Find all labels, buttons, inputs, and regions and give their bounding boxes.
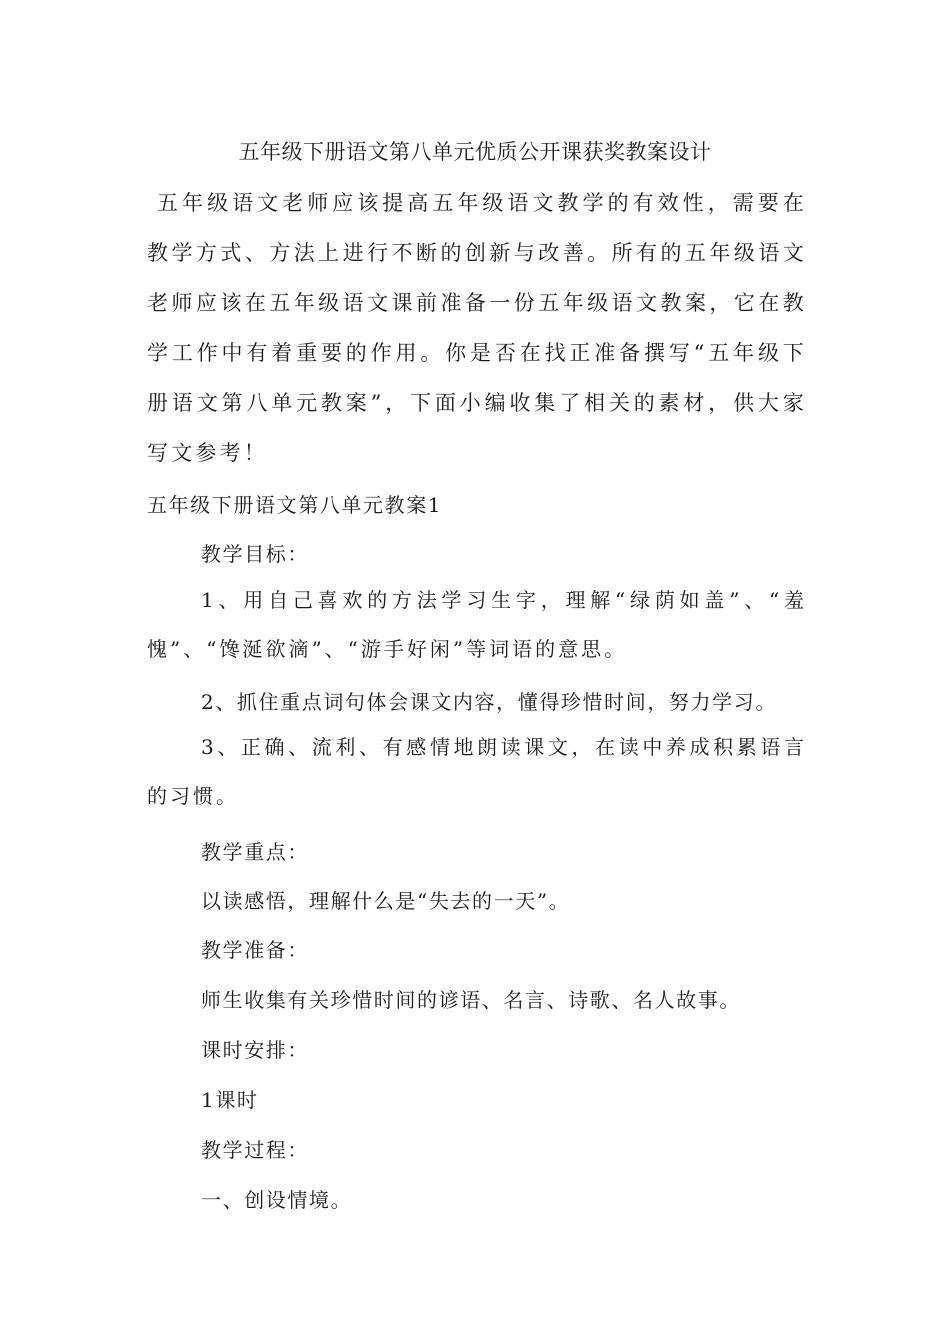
intro-paragraph: 五年级语文老师应该提高五年级语文教学的有效性，需要在教学方式、方法上进行不断的创新与改善。所有的五年级语文老师应该在五年级语文课前准备一份五年级语文教案，它在教学工作中有着重要的作用。你是否在找正准备撰写“五年级下册语文第八单元教案”，下面小编收集了相关的素材，供大家写文参考！ xyxy=(147,191,807,465)
goal-item-2: 2、抓住重点词句体会课文内容，懂得珍惜时间，努力学习。 xyxy=(201,690,777,714)
focus-label: 教学重点： xyxy=(201,840,309,864)
document-title: 五年级下册语文第八单元优质公开课获奖教案设计 xyxy=(238,140,712,164)
schedule-text: 1课时 xyxy=(201,1088,259,1112)
goals-label: 教学目标： xyxy=(201,542,309,566)
schedule-label: 课时安排： xyxy=(201,1038,309,1062)
section-heading: 五年级下册语文第八单元教案1 xyxy=(147,493,443,517)
focus-text: 以读感悟，理解什么是“失去的一天”。 xyxy=(201,889,571,913)
prep-label: 教学准备： xyxy=(201,938,309,962)
process-step-1: 一、创设情境。 xyxy=(201,1188,353,1212)
goal-item-1: 1、用自己喜欢的方法学习生字，理解“绿荫如盖”、“羞愧”、“馋涎欲滴”、“游手好闲”等词语的意思。 xyxy=(147,588,807,661)
goal-item-3: 3、正确、流利、有感情地朗读课文，在读中养成积累语言的习惯。 xyxy=(147,735,807,808)
process-label: 教学过程： xyxy=(201,1138,309,1162)
prep-text: 师生收集有关珍惜时间的谚语、名言、诗歌、名人故事。 xyxy=(201,988,741,1012)
